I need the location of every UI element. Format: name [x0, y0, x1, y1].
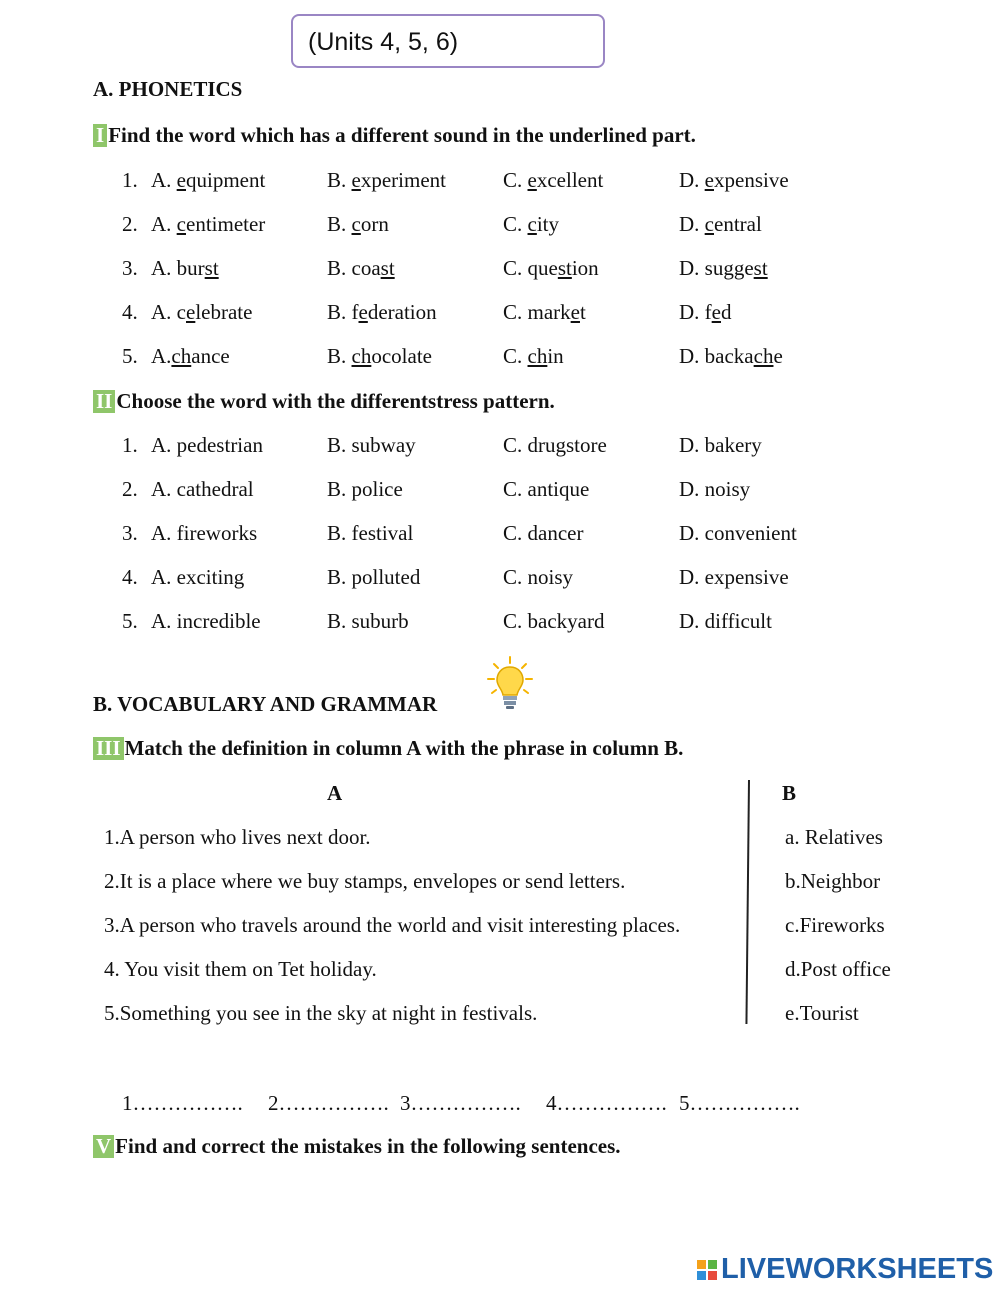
phrase-item: e.Tourist: [785, 1001, 859, 1025]
part-3-instruction: [93, 736, 683, 761]
answer-option: A. equipment: [151, 168, 266, 192]
answer-option: A. burst: [151, 256, 219, 280]
answer-option: C. antique: [503, 477, 590, 501]
answer-option: C. backyard: [503, 609, 605, 633]
column-a-heading: A: [327, 781, 343, 805]
answer-option: B. chocolate: [327, 344, 432, 368]
part-5-text: Find and correct the mistakes in the following sentences.: [115, 1134, 621, 1158]
question-number: 4.: [122, 565, 138, 589]
part-2-instruction: [93, 389, 555, 414]
answer-option: C. question: [503, 256, 599, 280]
underlined-part: e: [351, 168, 361, 192]
answer-blank[interactable]: 5…………….: [679, 1091, 800, 1115]
answer-option: D. noisy: [679, 477, 751, 501]
answer-option: B. suburb: [327, 609, 409, 633]
question-number: 1.: [122, 168, 138, 192]
underlined-part: ch: [351, 344, 372, 368]
answer-option: D. difficult: [679, 609, 772, 633]
answer-option: C. chin: [503, 344, 564, 368]
answer-option: B. polluted: [327, 565, 421, 589]
underlined-part: c: [527, 212, 537, 236]
answer-option: C. dancer: [503, 521, 584, 545]
answer-option: D. expensive: [679, 168, 789, 192]
section-b-heading: B. VOCABULARY AND GRAMMAR: [93, 692, 438, 716]
column-divider: [745, 780, 750, 1024]
answer-option: D. backache: [679, 344, 783, 368]
logo-text: LIVEWORKSHEETS: [721, 1253, 994, 1285]
question-number: 3.: [122, 256, 138, 280]
definition-item: 1.A person who lives next door.: [104, 825, 371, 849]
answer-option: A. exciting: [151, 565, 245, 589]
question-number: 5.: [122, 344, 138, 368]
answer-option: A. centimeter: [151, 212, 266, 236]
answer-blank[interactable]: 2…………….: [268, 1091, 389, 1115]
answer-option: D. convenient: [679, 521, 797, 545]
underlined-part: ch: [753, 344, 774, 368]
answer-option: D. expensive: [679, 565, 789, 589]
underlined-part: e: [186, 300, 196, 324]
section-a-heading: A. PHONETICS: [93, 77, 243, 101]
phrase-item: a. Relatives: [785, 825, 883, 849]
underlined-part: e: [176, 168, 186, 192]
definition-item: 5.Something you see in the sky at night in festivals.: [104, 1001, 538, 1025]
underlined-part: st: [557, 256, 572, 280]
answer-option: D. fed: [679, 300, 732, 324]
underlined-part: ch: [527, 344, 548, 368]
light-bulb-icon: [486, 655, 534, 711]
question-number: 5.: [122, 609, 138, 633]
logo-blocks-icon: [697, 1260, 717, 1280]
answer-option: A. fireworks: [151, 521, 258, 545]
answer-option: D. suggest: [679, 256, 768, 280]
underlined-part: c: [176, 212, 186, 236]
underlined-part: st: [753, 256, 768, 280]
answer-blank[interactable]: 1…………….: [122, 1091, 243, 1115]
underlined-part: st: [380, 256, 395, 280]
answer-option: B. festival: [327, 521, 414, 545]
part-3-text: Match the definition in column A with the phrase in column B.: [124, 736, 684, 760]
part-2-tag: II: [93, 390, 115, 413]
answer-option: B. experiment: [327, 168, 446, 192]
definition-item: 3.A person who travels around the world and visit interesting places.: [104, 913, 681, 937]
answer-option: B. police: [327, 477, 403, 501]
definition-item: 4. You visit them on Tet holiday.: [104, 957, 377, 981]
part-1-tag: I: [93, 124, 107, 147]
part-3-tag: III: [93, 737, 124, 760]
phrase-item: c.Fireworks: [785, 913, 885, 937]
phrase-item: b.Neighbor: [785, 869, 881, 893]
part-2-text: Choose the word with the differentstress pattern.: [116, 389, 555, 413]
answer-option: C. market: [503, 300, 586, 324]
question-number: 4.: [122, 300, 138, 324]
underlined-part: e: [570, 300, 580, 324]
answer-option: D. central: [679, 212, 762, 236]
underlined-part: ch: [171, 344, 192, 368]
answer-option: A. pedestrian: [151, 433, 263, 457]
part-1-text: Find the word which has a different sound in the underlined part.: [108, 123, 696, 147]
underlined-part: st: [204, 256, 219, 280]
answer-option: B. coast: [327, 256, 395, 280]
part-5-tag: V: [93, 1135, 114, 1158]
answer-option: C. drugstore: [503, 433, 607, 457]
units-title: (Units 4, 5, 6): [291, 14, 605, 68]
question-number: 2.: [122, 212, 138, 236]
answer-option: C. noisy: [503, 565, 574, 589]
answer-option: B. federation: [327, 300, 437, 324]
underlined-part: e: [704, 168, 714, 192]
underlined-part: c: [351, 212, 361, 236]
question-number: 2.: [122, 477, 138, 501]
answer-option: A. celebrate: [151, 300, 253, 324]
answer-option: B. corn: [327, 212, 389, 236]
answer-option: C. city: [503, 212, 560, 236]
definition-item: 2.It is a place where we buy stamps, envelopes or send letters.: [104, 869, 626, 893]
part-5-instruction: [93, 1134, 621, 1159]
answer-blank[interactable]: 3…………….: [400, 1091, 521, 1115]
answer-option: A. incredible: [151, 609, 261, 633]
answer-option: A.chance: [151, 344, 230, 368]
question-number: 1.: [122, 433, 138, 457]
liveworksheets-logo: [697, 1253, 993, 1286]
underlined-part: e: [711, 300, 721, 324]
phrase-item: d.Post office: [785, 957, 891, 981]
answer-blank[interactable]: 4…………….: [546, 1091, 667, 1115]
underlined-part: c: [704, 212, 714, 236]
column-b-heading: B: [782, 781, 797, 805]
underlined-part: e: [527, 168, 537, 192]
answer-option: D. bakery: [679, 433, 762, 457]
underlined-part: e: [358, 300, 368, 324]
answer-option: C. excellent: [503, 168, 604, 192]
part-1-instruction: [93, 123, 696, 148]
question-number: 3.: [122, 521, 138, 545]
answer-option: A. cathedral: [151, 477, 254, 501]
answer-option: B. subway: [327, 433, 416, 457]
